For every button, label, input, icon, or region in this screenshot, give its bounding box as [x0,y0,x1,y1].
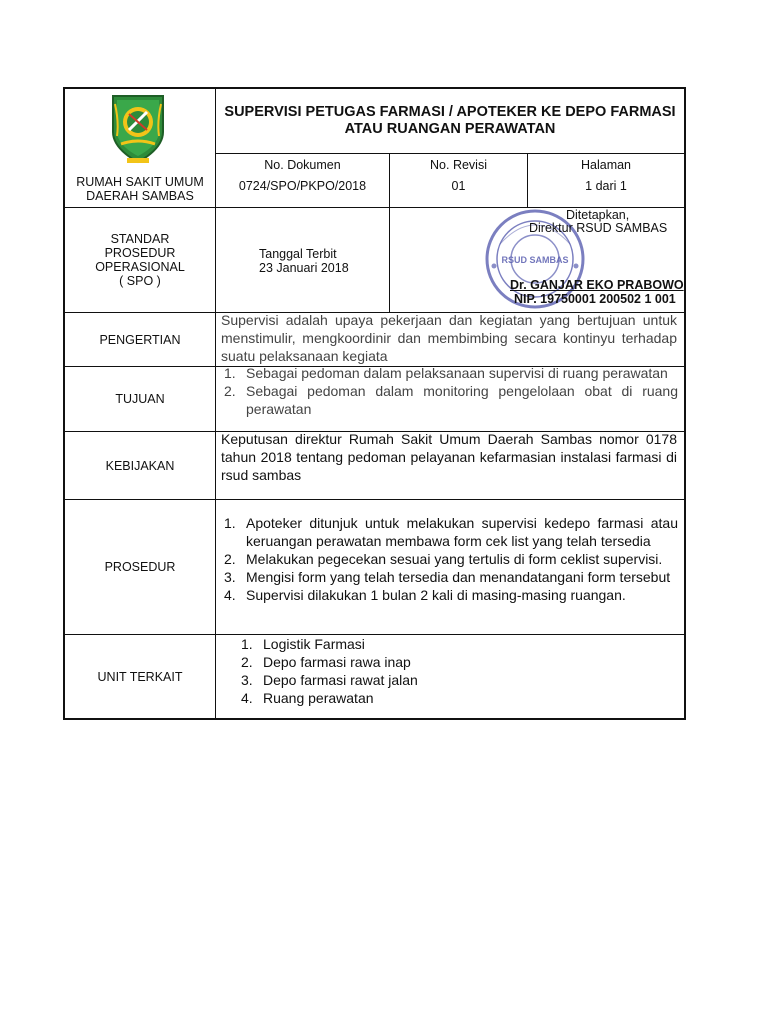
border-bottom [63,718,686,720]
signer-name: Dr. GANJAR EKO PRABOWO [510,278,684,292]
doc-number-value: 0724/SPO/PKPO/2018 [238,179,367,193]
institution-name [65,175,215,203]
tujuan-list [216,364,678,431]
unit-item-text: Ruang perawatan [263,690,374,706]
page-label: Halaman [580,158,632,172]
document-title [216,89,684,153]
unit-item-text: Logistik Farmasi [263,636,365,652]
kebijakan-text: Keputusan direktur Rumah Sakit Umum Daerah Sambas nomor 0178 tahun 2018 tentang pedoman pelayanan kefarmasian instalasi farmasi di rsud sambas [221,431,677,483]
prosedur-label [65,500,215,634]
tujuan-item-text: Sebagai pedoman dalam pelaksanaan supervisi di ruang perawatan [246,365,668,381]
prosedur-item-text: Apoteker ditunjuk untuk melakukan supervisi kedepo farmasi atau keruangan perawatan membawa form cek list yang telah tersedia [246,515,678,549]
spo-label-line-2: PROSEDUR [104,246,176,260]
prosedur-item: 1. Apoteker ditunjuk untuk melakukan supervisi kedepo farmasi atau keruangan perawatan membawa form cek list yang telah tersedia [224,515,678,549]
approval-line-1: Ditetapkan, [566,208,630,222]
revision-cell [390,154,527,207]
prosedur-item-text: Mengisi form yang telah tersedia dan menandatangani form tersebut [246,569,671,585]
unit-item-text: Depo farmasi rawat jalan [263,672,418,688]
page-cell [528,154,684,207]
stamp-text: RSUD SAMBAS [501,255,569,265]
tujuan-label [65,367,215,431]
spo-document [63,87,686,720]
issue-date-label: Tanggal Terbit [259,247,337,261]
unit-terkait-list [233,635,673,718]
institution-line-2: DAERAH SAMBAS [86,189,194,203]
unit-terkait-label-text: UNIT TERKAIT [97,669,183,684]
tujuan-item: 2. Sebagai pedoman dalam monitoring pengelolaan obat di ruang perawatan [224,383,678,417]
spo-label-line-4: ( SPO ) [119,274,161,288]
pengertian-text: Supervisi adalah upaya pekerjaan dan kegiatan yang bertujuan untuk menstimulir, mengkoordinir dan membimbing secara kontinyu terhadap suatu pelaksanaan kegiata [221,312,677,364]
pengertian-label [65,313,215,366]
unit-item: 1. Logistik Farmasi [241,636,365,652]
spo-label [65,208,215,312]
border-right [684,87,686,720]
unit-item-text: Depo farmasi rawa inap [263,654,411,670]
prosedur-item: 4. Supervisi dilakukan 1 bulan 2 kali di masing-masing ruangan. [224,587,626,603]
issue-date-cell [216,208,389,312]
spo-label-line-3: OPERASIONAL [95,260,185,274]
kebijakan-label-text: KEBIJAKAN [105,458,175,473]
tujuan-label-text: TUJUAN [115,392,165,406]
institution-cell [65,89,215,207]
prosedur-list [216,514,678,632]
doc-number-label: No. Dokumen [264,158,341,172]
tujuan-item-text: Sebagai pedoman dalam monitoring pengelolaan obat di ruang perawatan [246,383,678,417]
issue-date-value: 23 Januari 2018 [259,261,349,275]
tujuan-item: 1. Sebagai pedoman dalam pelaksanaan supervisi di ruang perawatan [224,365,668,381]
prosedur-item-text: Melakukan pegecekan sesuai yang tertulis di form ceklist supervisi. [246,551,663,567]
revision-value: 01 [451,179,466,193]
sambas-logo-emblem [107,92,169,166]
unit-item: 3. Depo farmasi rawat jalan [241,672,418,688]
spo-label-line-1: STANDAR [110,232,170,246]
kebijakan-label [65,432,215,499]
title-line-1: SUPERVISI PETUGAS FARMASI / APOTEKER KE DEPO FARMASI [224,104,676,120]
title-line-2: ATAU RUANGAN PERAWATAN [344,121,556,137]
approval-cell [390,208,684,312]
unit-terkait-label [65,635,215,718]
prosedur-item: 2. Melakukan pegecekan sesuai yang tertulis di form ceklist supervisi. [224,551,663,567]
signer-nip: NIP. 19750001 200502 1 001 [514,292,676,306]
pengertian-label-text: PENGERTIAN [99,332,181,347]
revision-label: No. Revisi [430,158,487,172]
page-value: 1 dari 1 [585,179,627,193]
unit-item: 2. Depo farmasi rawa inap [241,654,411,670]
approval-line-2: Direktur RSUD SAMBAS [529,221,668,235]
institution-line-1: RUMAH SAKIT UMUM [76,175,204,189]
prosedur-item: 3. Mengisi form yang telah tersedia dan menandatangani form tersebut [224,569,671,585]
prosedur-item-text: Supervisi dilakukan 1 bulan 2 kali di masing-masing ruangan. [246,587,626,603]
prosedur-label-text: PROSEDUR [104,560,176,574]
doc-number-cell [216,154,389,207]
unit-item: 4. Ruang perawatan [241,690,374,706]
